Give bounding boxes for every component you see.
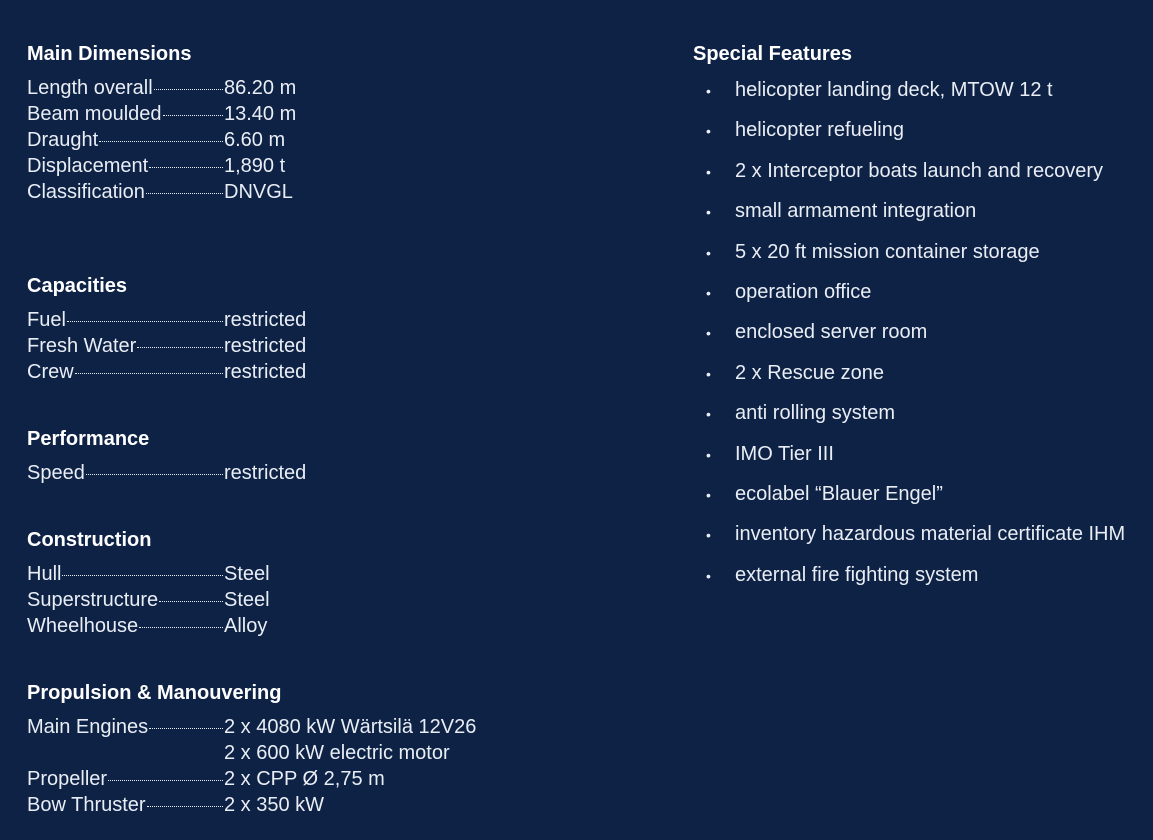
spec-value: 2 x 600 kW electric motor [224, 742, 450, 764]
construction-section [27, 527, 270, 639]
spec-value: restricted [224, 361, 307, 383]
feature-text: small armament integration [735, 200, 977, 223]
feature-item [693, 360, 1125, 400]
feature-text: 2 x Interceptor boats launch and recovery [735, 159, 1103, 182]
spec-row [27, 307, 306, 333]
bullet-icon: • [706, 204, 711, 221]
dot-leader [99, 141, 223, 142]
feature-text: ecolabel “Blauer Engel” [735, 482, 943, 505]
main-dimensions-heading: Main Dimensions [27, 43, 192, 65]
feature-item [693, 158, 1125, 198]
spec-row [27, 153, 296, 179]
spec-label: Fuel [27, 309, 66, 331]
bullet-icon: • [706, 365, 711, 382]
feature-text: inventory hazardous material certificate IHM [735, 523, 1126, 546]
spec-value: DNVGL [224, 181, 293, 203]
spec-value: 2 x 350 kW [224, 794, 325, 816]
spec-value: Steel [224, 589, 270, 611]
spec-label: Crew [27, 361, 74, 383]
spec-row [27, 75, 296, 101]
dot-leader [147, 806, 223, 807]
spec-row [27, 766, 476, 792]
spec-value: 2 x CPP Ø 2,75 m [224, 768, 385, 790]
feature-item [693, 481, 1125, 521]
dot-leader [137, 347, 223, 348]
performance-heading: Performance [27, 428, 150, 450]
spec-row [27, 460, 306, 486]
bullet-icon: • [706, 567, 711, 584]
dot-leader [139, 627, 223, 628]
dot-leader [67, 321, 223, 322]
bullet-icon: • [706, 446, 711, 463]
performance-section [27, 426, 306, 486]
spec-value: restricted [224, 309, 307, 331]
special-features-heading: Special Features [693, 43, 852, 65]
spec-row [27, 792, 476, 818]
spec-value: 2 x 4080 kW Wärtsilä 12V26 [224, 716, 477, 738]
spec-label: Speed [27, 462, 85, 484]
feature-text: IMO Tier III [735, 442, 834, 465]
spec-label: Wheelhouse [27, 615, 139, 637]
feature-item [693, 77, 1125, 117]
spec-value: 13.40 m [224, 103, 297, 125]
capacities-list [27, 307, 306, 385]
feature-item [693, 117, 1125, 157]
spec-row [27, 587, 270, 613]
spec-row [27, 333, 306, 359]
dot-leader [159, 601, 223, 602]
bullet-icon: • [706, 527, 711, 544]
spec-label: Displacement [27, 155, 149, 177]
special-features-section [693, 41, 1125, 602]
propulsion-heading: Propulsion & Manouvering [27, 682, 282, 704]
spec-row [27, 127, 296, 153]
feature-item [693, 441, 1125, 481]
dot-leader [146, 193, 223, 194]
spec-label: Fresh Water [27, 335, 137, 357]
dot-leader [149, 728, 223, 729]
dot-leader [75, 373, 223, 374]
feature-item [693, 279, 1125, 319]
dot-leader [62, 575, 223, 576]
dot-leader [149, 167, 223, 168]
spec-label: Beam moulded [27, 103, 162, 125]
special-features-list [693, 77, 1125, 602]
bullet-icon: • [706, 325, 711, 342]
spec-row [27, 359, 306, 385]
spec-value: restricted [224, 462, 307, 484]
capacities-heading: Capacities [27, 275, 128, 297]
spec-label: Draught [27, 129, 99, 151]
bullet-icon: • [706, 83, 711, 99]
bullet-icon: • [706, 123, 711, 140]
spec-row [27, 101, 296, 127]
dot-leader [86, 474, 223, 475]
spec-label: Length overall [27, 77, 153, 99]
spec-value: restricted [224, 335, 307, 357]
construction-list [27, 561, 270, 639]
spec-label: Classification [27, 181, 145, 203]
bullet-icon: • [706, 406, 711, 423]
feature-item [693, 521, 1125, 561]
bullet-icon: • [706, 244, 711, 261]
dot-leader [163, 115, 223, 116]
feature-text: operation office [735, 280, 872, 303]
bullet-icon: • [706, 163, 711, 180]
spec-label: Propeller [27, 768, 108, 790]
propulsion-section [27, 680, 476, 818]
feature-text: 2 x Rescue zone [735, 361, 884, 384]
spec-label: Bow Thruster [27, 794, 146, 816]
spec-row [27, 561, 270, 587]
bullet-icon: • [706, 284, 711, 301]
feature-item [693, 239, 1125, 279]
spec-row [27, 714, 476, 740]
construction-heading: Construction [27, 529, 152, 551]
capacities-section [27, 273, 306, 385]
main-dimensions-section [27, 41, 296, 205]
spec-row [27, 179, 296, 205]
bullet-icon: • [706, 486, 711, 503]
feature-text: helicopter refueling [735, 119, 904, 142]
spec-label: Hull [27, 563, 62, 585]
spec-label: Superstructure [27, 589, 159, 611]
propulsion-list [27, 714, 476, 818]
feature-item [693, 400, 1125, 440]
feature-text: helicopter landing deck, MTOW 12 t [735, 79, 1053, 101]
feature-item [693, 198, 1125, 238]
performance-list [27, 460, 306, 486]
spec-row-continuation [27, 740, 476, 766]
feature-text: enclosed server room [735, 321, 928, 344]
spec-value: 86.20 m [224, 77, 297, 99]
spec-row [27, 613, 270, 639]
feature-text: external fire fighting system [735, 563, 979, 586]
feature-text: anti rolling system [735, 402, 896, 425]
spec-value: Steel [224, 563, 270, 585]
dot-leader [154, 89, 223, 90]
dot-leader [108, 780, 223, 781]
spec-value: 6.60 m [224, 129, 286, 151]
feature-item [693, 562, 1125, 602]
feature-text: 5 x 20 ft mission container storage [735, 240, 1040, 263]
main-dimensions-list [27, 75, 296, 205]
feature-item [693, 319, 1125, 359]
spec-label: Main Engines [27, 716, 149, 738]
spec-value: Alloy [224, 615, 268, 637]
spec-value: 1,890 t [224, 155, 286, 177]
